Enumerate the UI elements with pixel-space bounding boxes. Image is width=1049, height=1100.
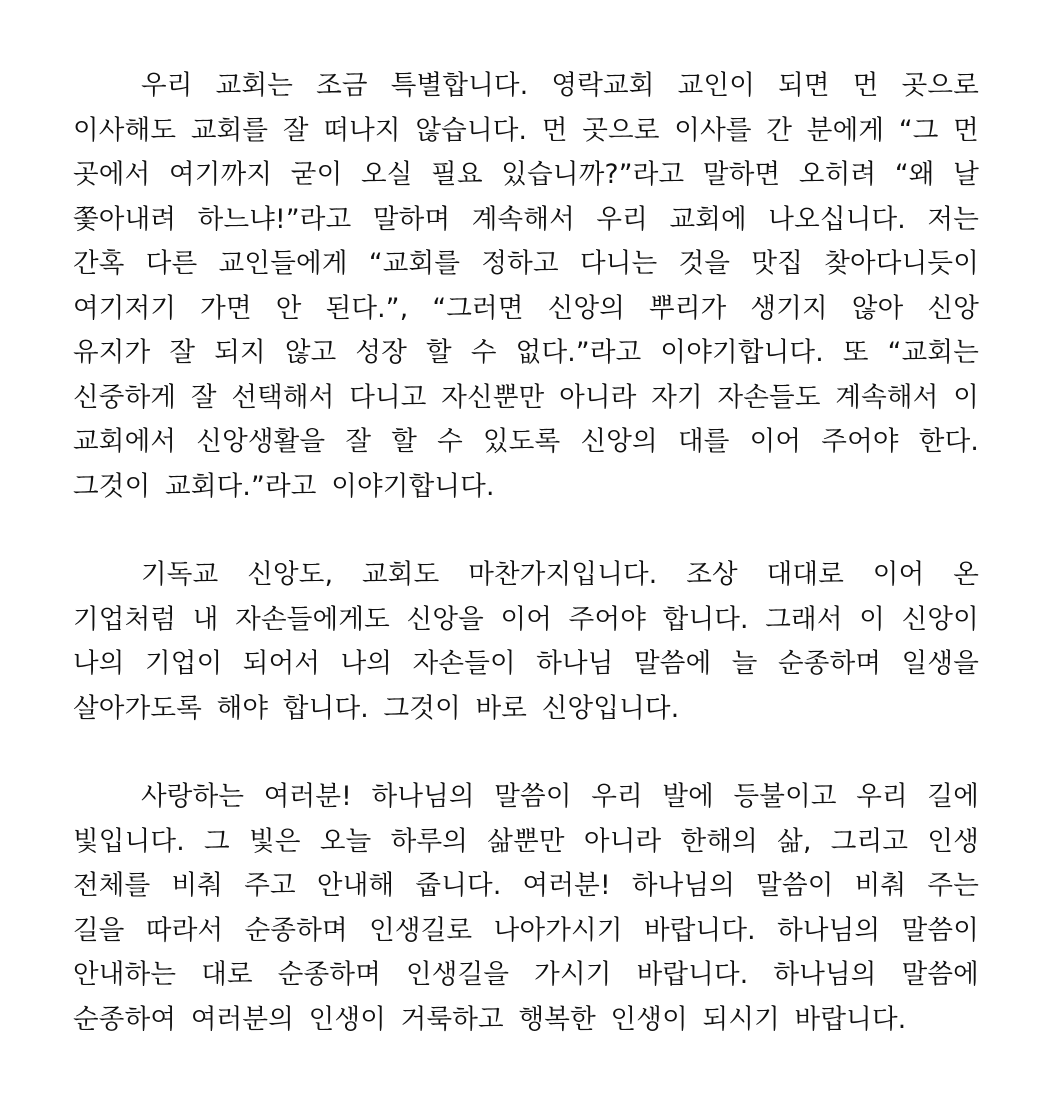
paragraph-inherited-faith: 기독교 신앙도, 교회도 마찬가지입니다. 조상 대대로 이어 온 기업처럼 내 자손들에게도 신앙을 이어 주어야 합니다. 그래서 이 신앙이 나의 기업이 되어서 나의 자손들이 하나님 말씀에 늘 순종하며 일생을 살아가도록 해야 합니다. 그것이 바로 신앙입니다. [73, 559, 979, 724]
paragraph-word-as-light: 사랑하는 여러분! 하나님의 말씀이 우리 발에 등불이고 우리 길에 빛입니다. 그 빛은 오늘 하루의 삶뿐만 아니라 한해의 삶, 그리고 인생 전체를 비춰 주고 안내해 줍니다. 여러분! 하나님의 말씀이 비춰 주는 길을 따라서 순종하며 인생길로 나아가시기 바랍니다. 하나님의 말씀이 안내하는 대로 순종하며 인생길을 가시기 바랍니다. 하나님의 말씀에 순종하여 여러분의 인생이 거룩하고 행복한 인생이 되시기 바랍니다. [73, 781, 979, 1035]
paragraph-church-loyalty: 우리 교회는 조금 특별합니다. 영락교회 교인이 되면 먼 곳으로 이사해도 교회를 잘 떠나지 않습니다. 먼 곳으로 이사를 간 분에게 “그 먼 곳에서 여기까지 굳이 오실 필요 있습니까?”라고 말하면 오히려 “왜 날 쫓아내려 하느냐!”라고 말하며 계속해서 우리 교회에 나오십니다. 저는 간혹 다른 교인들에게 “교회를 정하고 다니는 것을 맛집 찾아다니듯이 여기저기 가면 안 된다.”, “그러면 신앙의 뿌리가 생기지 않아 신앙 유지가 잘 되지 않고 성장 할 수 없다.”라고 이야기합니다. 또 “교회는 신중하게 잘 선택해서 다니고 자신뿐만 아니라 자기 자손들도 계속해서 이 교회에서 신앙생활을 잘 할 수 있도록 신앙의 대를 이어 주어야 한다. 그것이 교회다.”라고 이야기합니다. [73, 70, 979, 502]
document-body [73, 64, 979, 1042]
